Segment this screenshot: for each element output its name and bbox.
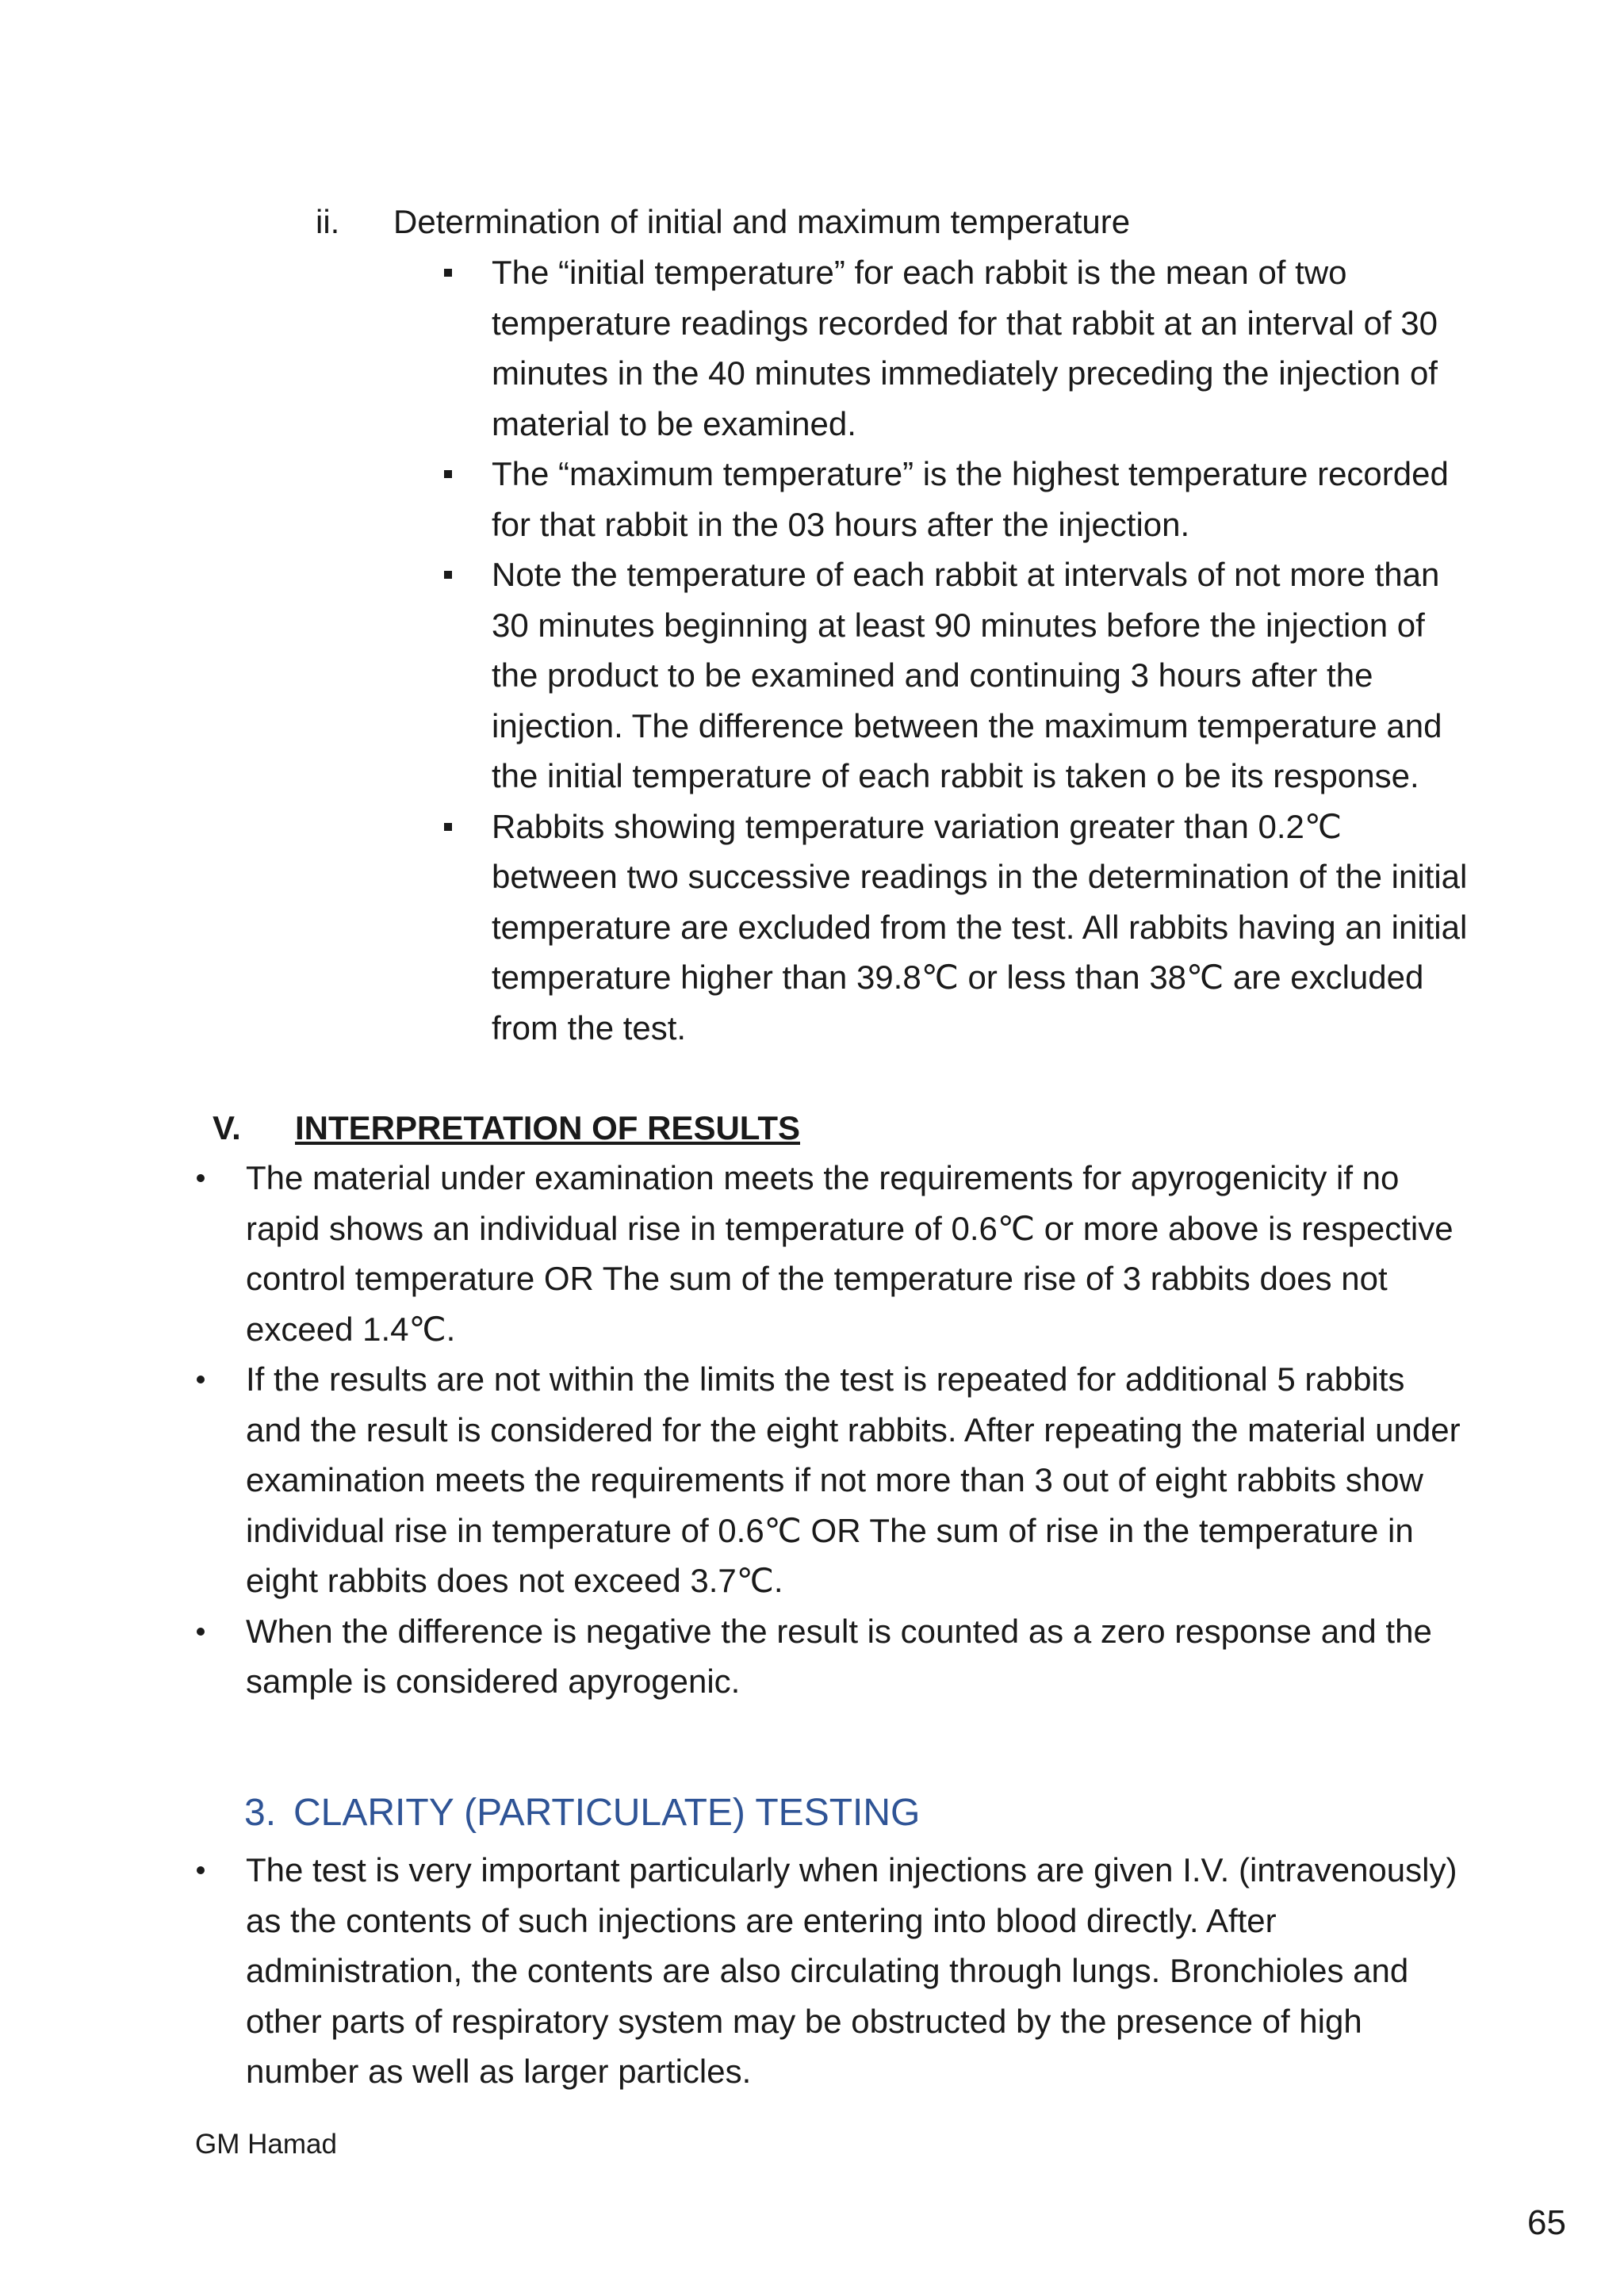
- list-item: [197, 1845, 1467, 2097]
- subsection-ii-title: Determination of initial and maximum temperature: [393, 203, 1131, 240]
- bullet-dot-icon: [197, 1628, 205, 1636]
- square-bullet-icon: [444, 269, 452, 277]
- square-bullet-icon: [444, 571, 452, 579]
- clarity-bullet-list: [246, 1845, 1467, 2097]
- list-item: [444, 449, 1475, 549]
- list-item-text: If the results are not within the limits the test is repeated for additional 5 rabbits and the result is considered for the eight rabbits. After repeating the material under examination meets the requirements if not more than 3 out of eight rabbits show individual rise in temperature of 0.6℃ OR The sum of rise in the temperature in eight rabbits does not exceed 3.7℃.: [246, 1360, 1461, 1599]
- list-item-text: The “initial temperature” for each rabbit is the mean of two temperature readings recorded for that rabbit at an interval of 30 minutes in the 40 minutes immediately preceding the injection of material to be examined.: [492, 254, 1438, 442]
- section-v-number: V.: [213, 1109, 241, 1146]
- square-bullet-icon: [444, 470, 452, 478]
- list-item-text: The “maximum temperature” is the highest temperature recorded for that rabbit in the 03 hours after the injection.: [492, 455, 1449, 543]
- footer-author: GM Hamad: [195, 2129, 337, 2160]
- list-item-text: The material under examination meets the requirements for apyrogenicity if no rapid shows an individual rise in temperature of 0.6℃ or more above is respective control temperature OR The sum of the temperature rise of 3 rabbits does not exceed 1.4℃.: [246, 1159, 1454, 1348]
- bullet-dot-icon: [197, 1174, 205, 1182]
- temperature-bullet-list: [444, 247, 1475, 1053]
- list-item: [444, 247, 1475, 449]
- list-item-text: When the difference is negative the result is counted as a zero response and the sample is considered apyrogenic.: [246, 1612, 1432, 1700]
- square-bullet-icon: [444, 823, 452, 831]
- section-v-title: INTERPRETATION OF RESULTS: [295, 1109, 800, 1146]
- list-item: [197, 1606, 1467, 1707]
- interpretation-bullet-list: [246, 1153, 1467, 1707]
- section-3-title: CLARITY (PARTICULATE) TESTING: [293, 1792, 921, 1834]
- section-3-number: 3.: [244, 1792, 277, 1834]
- page-number: 65: [1527, 2203, 1566, 2242]
- list-item-text: Rabbits showing temperature variation greater than 0.2℃ between two successive readings in the determination of the initial temperature are excluded from the test. All rabbits having an initial temperature higher than 39.8℃ or less than 38℃ are excluded from the test.: [492, 807, 1468, 1047]
- list-item: [444, 549, 1475, 802]
- section-3-heading: [244, 1787, 920, 1839]
- list-item-text: The test is very important particularly when injections are given I.V. (intravenously) as the contents of such injections are entering into blood directly. After administration, the contents are also circulating through lungs. Bronchioles and other parts of respiratory system may be obstructed by the presence of high number as well as larger particles.: [246, 1851, 1457, 2090]
- list-item: [197, 1354, 1467, 1606]
- bullet-dot-icon: [197, 1376, 205, 1383]
- list-item-text: Note the temperature of each rabbit at intervals of not more than 30 minutes beginning at least 90 minutes before the injection of the product to be examined and continuing 3 hours after the injection. The difference between the maximum temperature and the initial temperature of each rabbit is taken o be its response.: [492, 556, 1442, 794]
- list-item: [197, 1153, 1467, 1354]
- bullet-dot-icon: [197, 1866, 205, 1874]
- list-item: [444, 802, 1475, 1054]
- subsection-ii-number: ii.: [316, 203, 340, 240]
